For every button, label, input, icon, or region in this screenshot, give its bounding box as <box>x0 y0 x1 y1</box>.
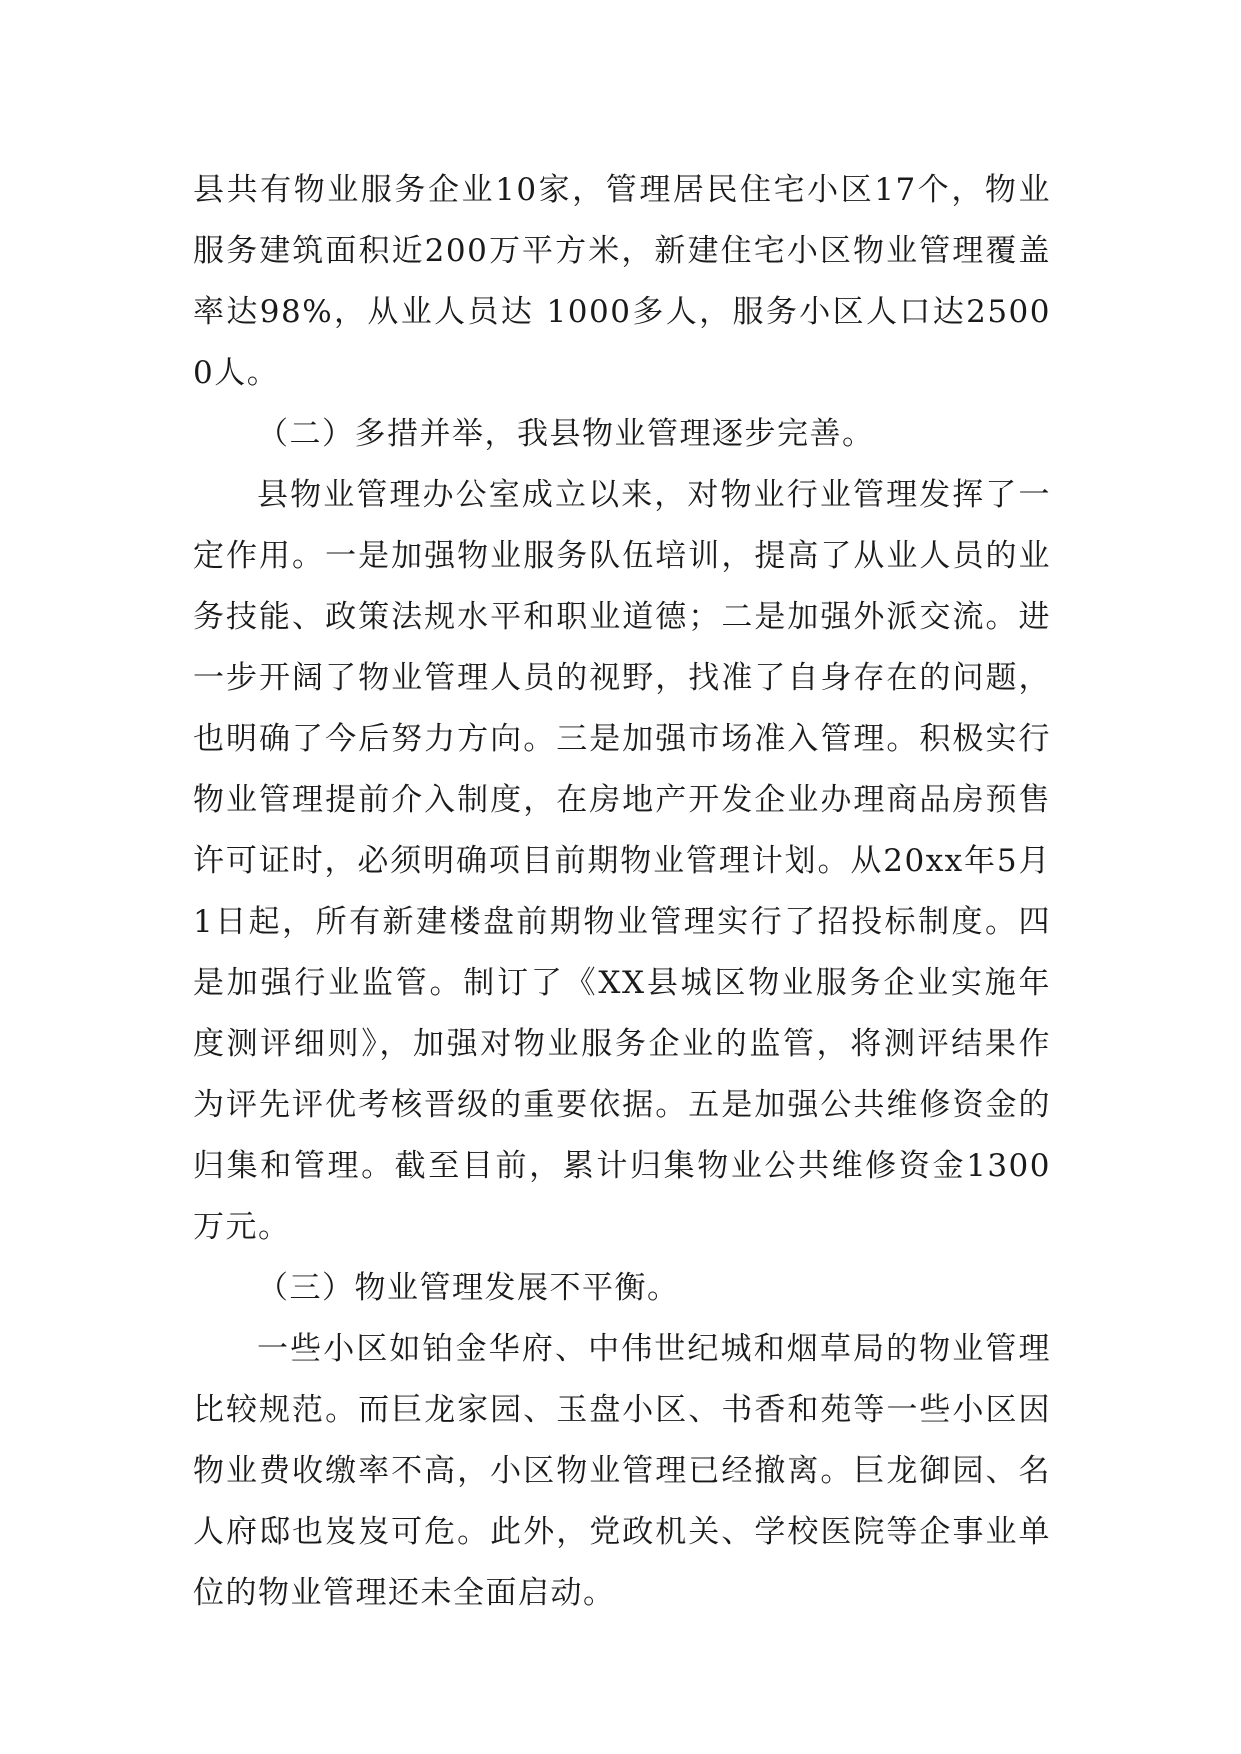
paragraph-stats: 县共有物业服务企业10家，管理居民住宅小区17个，物业服务建筑面积近200万平方米，新建住宅小区物业管理覆盖率达98%，从业人员达 1000多人，服务小区人口达25000人。 <box>193 172 1051 391</box>
paragraph-imbalance: 一些小区如铂金华府、中伟世纪城和烟草局的物业管理比较规范。而巨龙家园、玉盘小区、书香和苑等一些小区因物业费收缴率不高，小区物业管理已经撤离。巨龙御园、名人府邸也岌岌可危。此外，党政机关、学校医院等企事业单位的物业管理还未全面启动。 <box>193 1331 1051 1611</box>
section-heading-2: （二）多措并举，我县物业管理逐步完善。 <box>257 416 875 452</box>
section-heading-3: （三）物业管理发展不平衡。 <box>257 1270 680 1306</box>
paragraph-measures: 县物业管理办公室成立以来，对物业行业管理发挥了一定作用。一是加强物业服务队伍培训，提高了从业人员的业务技能、政策法规水平和职业道德；二是加强外派交流。进一步开阔了物业管理人员的视野，找准了自身存在的问题，也明确了今后努力方向。三是加强市场准入管理。积极实行物业管理提前介入制度，在房地产开发企业办理商品房预售许可证时，必须明确项目前期物业管理计划。从20xx年5月1日起，所有新建楼盘前期物业管理实行了招投标制度。四是加强行业监管。制订了《XX县城区物业服务企业实施年度测评细则》，加强对物业服务企业的监管，将测评结果作为评先评优考核晋级的重要依据。五是加强公共维修资金的归集和管理。截至目前，累计归集物业公共维修资金1300万元。 <box>193 477 1051 1245</box>
body-text <box>193 160 1051 1624</box>
